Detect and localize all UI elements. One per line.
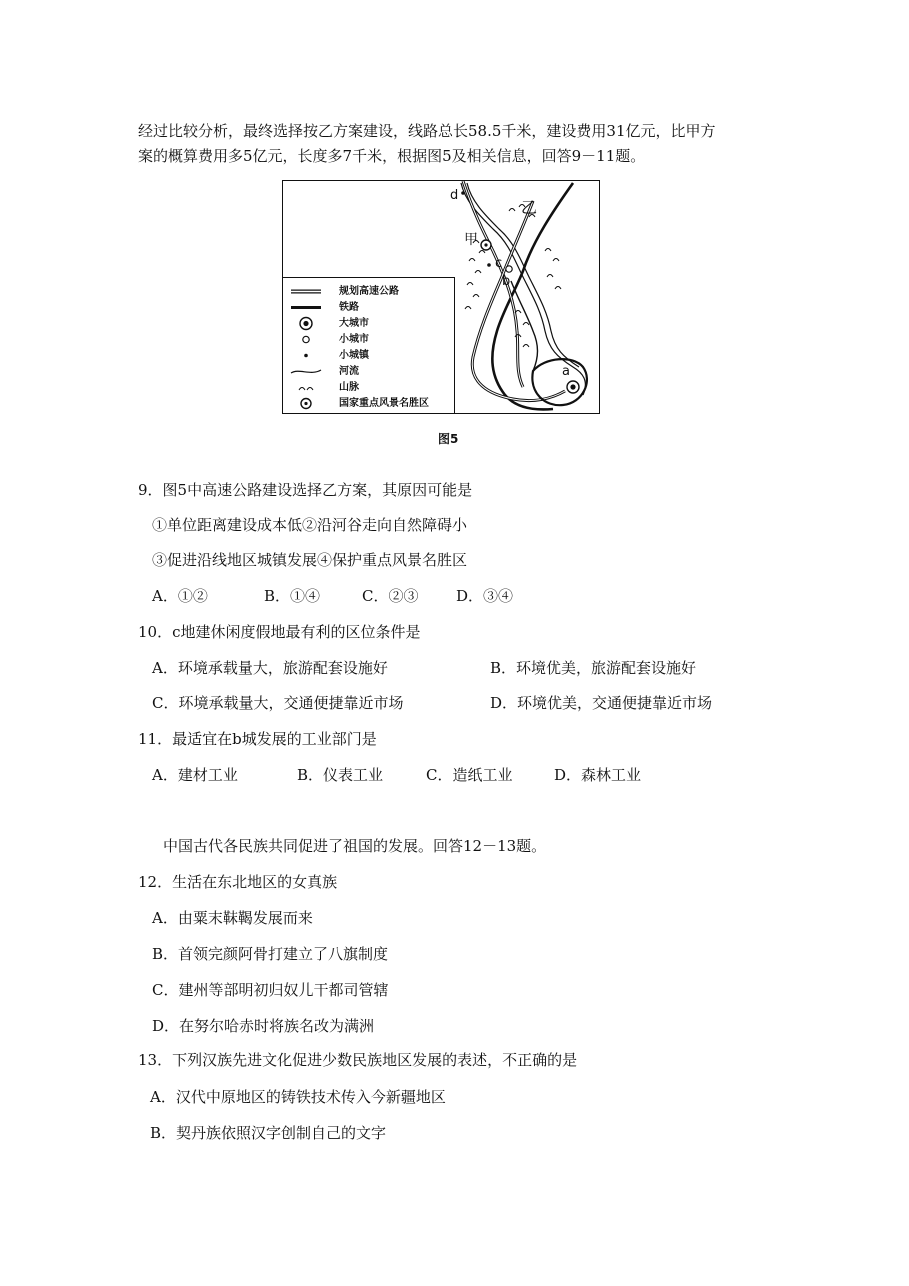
map-label-d: d xyxy=(450,188,459,203)
map-label-yi: 乙 xyxy=(521,198,538,217)
map-legend xyxy=(283,277,455,413)
legend-row-river xyxy=(289,364,453,379)
q10-option-b[interactable]: B．环境优美，旅游配套设施好 xyxy=(490,659,697,677)
map-label-jia: 甲 xyxy=(464,232,478,248)
legend-row-scenic-area xyxy=(289,396,453,411)
q12-option-d[interactable]: D．在努尔哈赤时将族名改为满洲 xyxy=(152,1017,375,1035)
road-loop-a xyxy=(532,359,587,405)
intro-line-2: 案的概算费用多5亿元，长度多7千米，根据图5及相关信息，回答9－11题。 xyxy=(138,147,646,165)
map-label-b: b xyxy=(502,274,511,289)
map-label-c: c xyxy=(495,256,503,271)
q12-option-c[interactable]: C．建州等部明初归奴儿干都司管辖 xyxy=(152,981,389,999)
intro-line-1: 经过比较分析，最终选择按乙方案建设，线路总长58.5千米，建设费用31亿元，比甲方 xyxy=(138,122,716,140)
q12-option-a[interactable]: A．由粟末靺鞨发展而来 xyxy=(152,909,313,927)
legend-label: 山脉 xyxy=(339,382,359,393)
small-town-d xyxy=(461,191,465,195)
legend-row-large-city xyxy=(289,316,453,331)
legend-label: 规划高速公路 xyxy=(339,286,399,297)
planned-highway-icon xyxy=(289,284,323,299)
q11-option-b[interactable]: B．仪表工业 xyxy=(297,766,384,784)
figure-caption: 图5 xyxy=(438,432,459,446)
legend-row-railway xyxy=(289,300,453,315)
small-city-icon xyxy=(289,332,323,347)
q12-stem: 12．生活在东北地区的女真族 xyxy=(138,873,338,891)
small-town-c xyxy=(487,263,491,267)
legend-label: 国家重点风景名胜区 xyxy=(339,398,429,409)
q9-stem: 9．图5中高速公路建设选择乙方案，其原因可能是 xyxy=(138,481,473,499)
legend-label: 铁路 xyxy=(339,302,359,313)
legend-row-small-city xyxy=(289,332,453,347)
legend-row-mountain xyxy=(289,380,453,395)
railway-icon xyxy=(289,300,323,315)
small-city-b xyxy=(506,266,512,272)
legend-label: 小城镇 xyxy=(339,350,369,361)
legend-label: 河流 xyxy=(339,366,359,377)
q11-stem: 11．最适宜在b城发展的工业部门是 xyxy=(138,730,377,748)
q13-option-a[interactable]: A．汉代中原地区的铸铁技术传入今新疆地区 xyxy=(150,1088,446,1106)
legend-label: 小城市 xyxy=(339,334,369,345)
q10-stem: 10．c地建休闲度假地最有利的区位条件是 xyxy=(138,623,421,641)
q11-option-c[interactable]: C．造纸工业 xyxy=(426,766,513,784)
q9-statement-2: ③促进沿线地区城镇发展④保护重点风景名胜区 xyxy=(152,551,468,569)
q9-option-d[interactable]: D．③④ xyxy=(456,587,514,605)
q13-stem: 13．下列汉族先进文化促进少数民族地区发展的表述，不正确的是 xyxy=(138,1051,578,1069)
q10-option-c[interactable]: C．环境承载量大，交通便捷靠近市场 xyxy=(152,694,404,712)
river-icon xyxy=(289,364,323,379)
q9-statement-1: ①单位距离建设成本低②沿河谷走向自然障碍小 xyxy=(152,516,468,534)
large-city-icon xyxy=(289,316,323,331)
q10-option-a[interactable]: A．环境承载量大，旅游配套设施好 xyxy=(152,659,388,677)
legend-label: 大城市 xyxy=(339,318,369,329)
figure-5-map xyxy=(282,180,600,414)
q9-option-a[interactable]: A．①② xyxy=(152,587,208,605)
q11-option-a[interactable]: A．建材工业 xyxy=(152,766,238,784)
scenic-area-icon xyxy=(289,396,323,411)
map-label-a: a xyxy=(562,364,570,379)
mountain-icon xyxy=(289,380,323,395)
q9-option-b[interactable]: B．①④ xyxy=(264,587,321,605)
q10-option-d[interactable]: D．环境优美，交通便捷靠近市场 xyxy=(490,694,713,712)
q12-option-b[interactable]: B．首领完颜阿骨打建立了八旗制度 xyxy=(152,945,389,963)
q13-option-b[interactable]: B．契丹族依照汉字创制自己的文字 xyxy=(150,1124,387,1142)
legend-row-planned-highway xyxy=(289,284,453,299)
road-south xyxy=(511,281,538,371)
intro-2: 中国古代各民族共同促进了祖国的发展。回答12－13题。 xyxy=(163,837,547,855)
small-town-icon xyxy=(289,348,323,363)
q9-option-c[interactable]: C．②③ xyxy=(362,587,419,605)
q11-option-d[interactable]: D．森林工业 xyxy=(554,766,642,784)
legend-row-small-town xyxy=(289,348,453,363)
